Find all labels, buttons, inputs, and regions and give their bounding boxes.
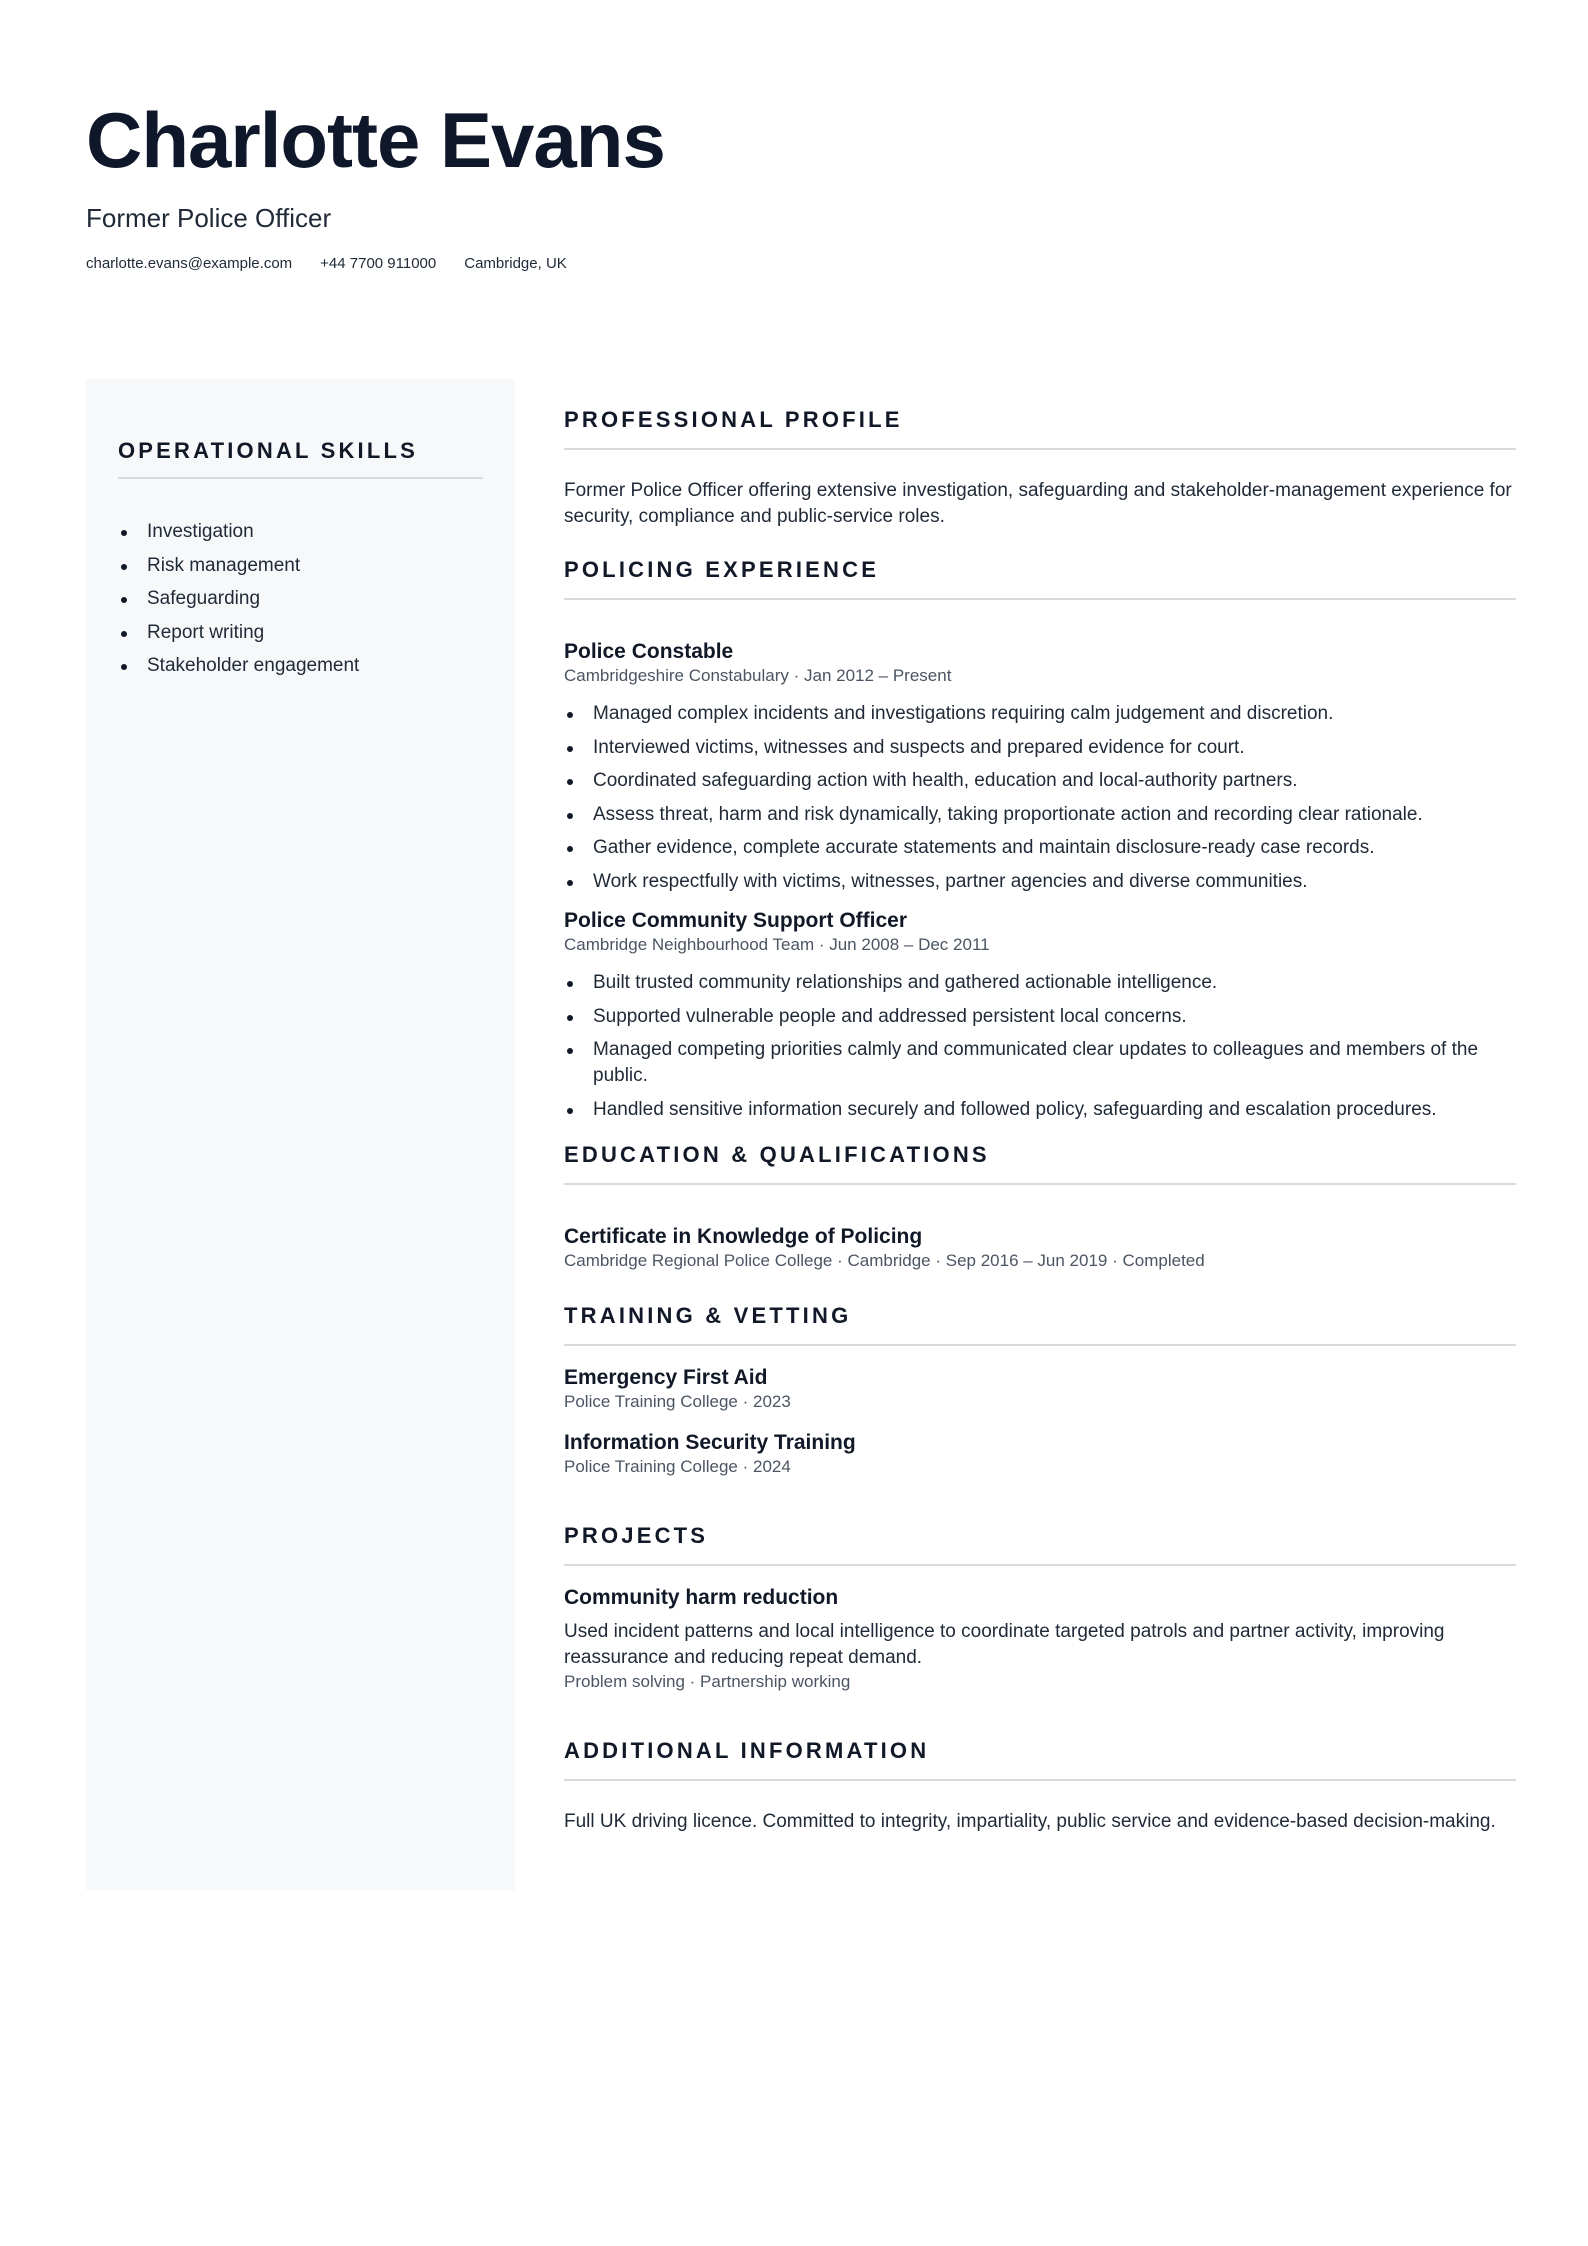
skill-item: Risk management <box>118 549 483 583</box>
training-entry <box>564 1429 1516 1478</box>
skill-item: Investigation <box>118 515 483 549</box>
contact-email: charlotte.evans@example.com <box>86 255 293 272</box>
job-entry <box>564 638 1516 895</box>
job-bullet: Built trusted community relationships and gathered actionable intelligence. <box>564 970 1516 996</box>
skill-item: Report writing <box>118 616 483 650</box>
skill-item: Safeguarding <box>118 582 483 616</box>
training-meta: Police Training College · 2023 <box>564 1391 791 1411</box>
additional-section <box>564 1737 1516 1835</box>
job-entry <box>564 907 1516 1123</box>
additional-heading: ADDITIONAL INFORMATION <box>564 1737 1516 1781</box>
profile-section <box>564 406 1516 530</box>
project-title: Community harm reduction <box>564 1585 839 1609</box>
skill-item: Stakeholder engagement <box>118 649 483 683</box>
job-bullet: Coordinated safeguarding action with health, education and local-authority partners. <box>564 768 1516 794</box>
resume-header <box>86 92 1506 274</box>
experience-heading: POLICING EXPERIENCE <box>564 556 1516 600</box>
job-bullet: Assess threat, harm and risk dynamically, taking proportionate action and recording clear rationale. <box>564 802 1516 828</box>
job-title: Police Community Support Officer <box>564 908 908 932</box>
job-bullets <box>564 701 1516 895</box>
contact-location: Cambridge, UK <box>464 255 567 272</box>
education-heading: EDUCATION & QUALIFICATIONS <box>564 1141 1516 1185</box>
skills-list <box>118 515 483 683</box>
job-meta: Cambridgeshire Constabulary · Jan 2012 – Present <box>564 666 952 685</box>
education-title: Certificate in Knowledge of Policing <box>564 1224 923 1248</box>
training-meta: Police Training College · 2024 <box>564 1456 791 1476</box>
job-bullet: Managed competing priorities calmly and communicated clear updates to colleagues and members of the public. <box>564 1037 1516 1089</box>
projects-section <box>564 1522 1516 1693</box>
experience-section <box>564 556 1516 1123</box>
projects-heading: PROJECTS <box>564 1522 1516 1566</box>
job-bullet: Managed complex incidents and investigations requiring calm judgement and discretion. <box>564 701 1516 727</box>
skills-heading: OPERATIONAL SKILLS <box>118 437 483 479</box>
project-entry <box>564 1584 1516 1693</box>
additional-text: Full UK driving licence. Committed to integrity, impartiality, public service and evidence-based decision-making. <box>564 1810 1496 1832</box>
education-meta: Cambridge Regional Police College · Cambridge · Sep 2016 – Jun 2019 · Completed <box>564 1250 1205 1270</box>
job-bullet: Supported vulnerable people and addressed persistent local concerns. <box>564 1004 1516 1030</box>
job-meta: Cambridge Neighbourhood Team · Jun 2008 – Dec 2011 <box>564 934 990 954</box>
training-entry <box>564 1364 1516 1413</box>
training-title: Emergency First Aid <box>564 1365 768 1389</box>
sidebar <box>86 379 515 1890</box>
candidate-title: Former Police Officer <box>86 203 332 233</box>
job-title: Police Constable <box>564 640 734 663</box>
training-section <box>564 1302 1516 1478</box>
education-section <box>564 1141 1516 1272</box>
contact-info <box>86 254 1506 274</box>
profile-heading: PROFESSIONAL PROFILE <box>564 406 1516 450</box>
main-column <box>564 406 1516 1835</box>
job-bullet: Gather evidence, complete accurate statements and maintain disclosure-ready case records. <box>564 835 1516 861</box>
candidate-name: Charlotte Evans <box>86 96 665 184</box>
job-bullet: Work respectfully with victims, witnesses, partner agencies and diverse communities. <box>564 869 1516 895</box>
profile-text: Former Police Officer offering extensive investigation, safeguarding and stakeholder-management experience for security, compliance and public-service roles. <box>564 480 1512 527</box>
education-entry <box>564 1223 1516 1272</box>
job-bullet: Handled sensitive information securely and followed policy, safeguarding and escalation procedures. <box>564 1097 1516 1123</box>
training-heading: TRAINING & VETTING <box>564 1302 1516 1346</box>
contact-phone: +44 7700 911000 <box>320 255 437 272</box>
training-title: Information Security Training <box>564 1430 856 1454</box>
project-tags: Problem solving · Partnership working <box>564 1671 851 1691</box>
job-bullet: Interviewed victims, witnesses and suspects and prepared evidence for court. <box>564 735 1516 761</box>
job-bullets <box>564 970 1516 1123</box>
project-description: Used incident patterns and local intelligence to coordinate targeted patrols and partner activity, improving reassurance and reducing repeat demand. <box>564 1620 1445 1668</box>
